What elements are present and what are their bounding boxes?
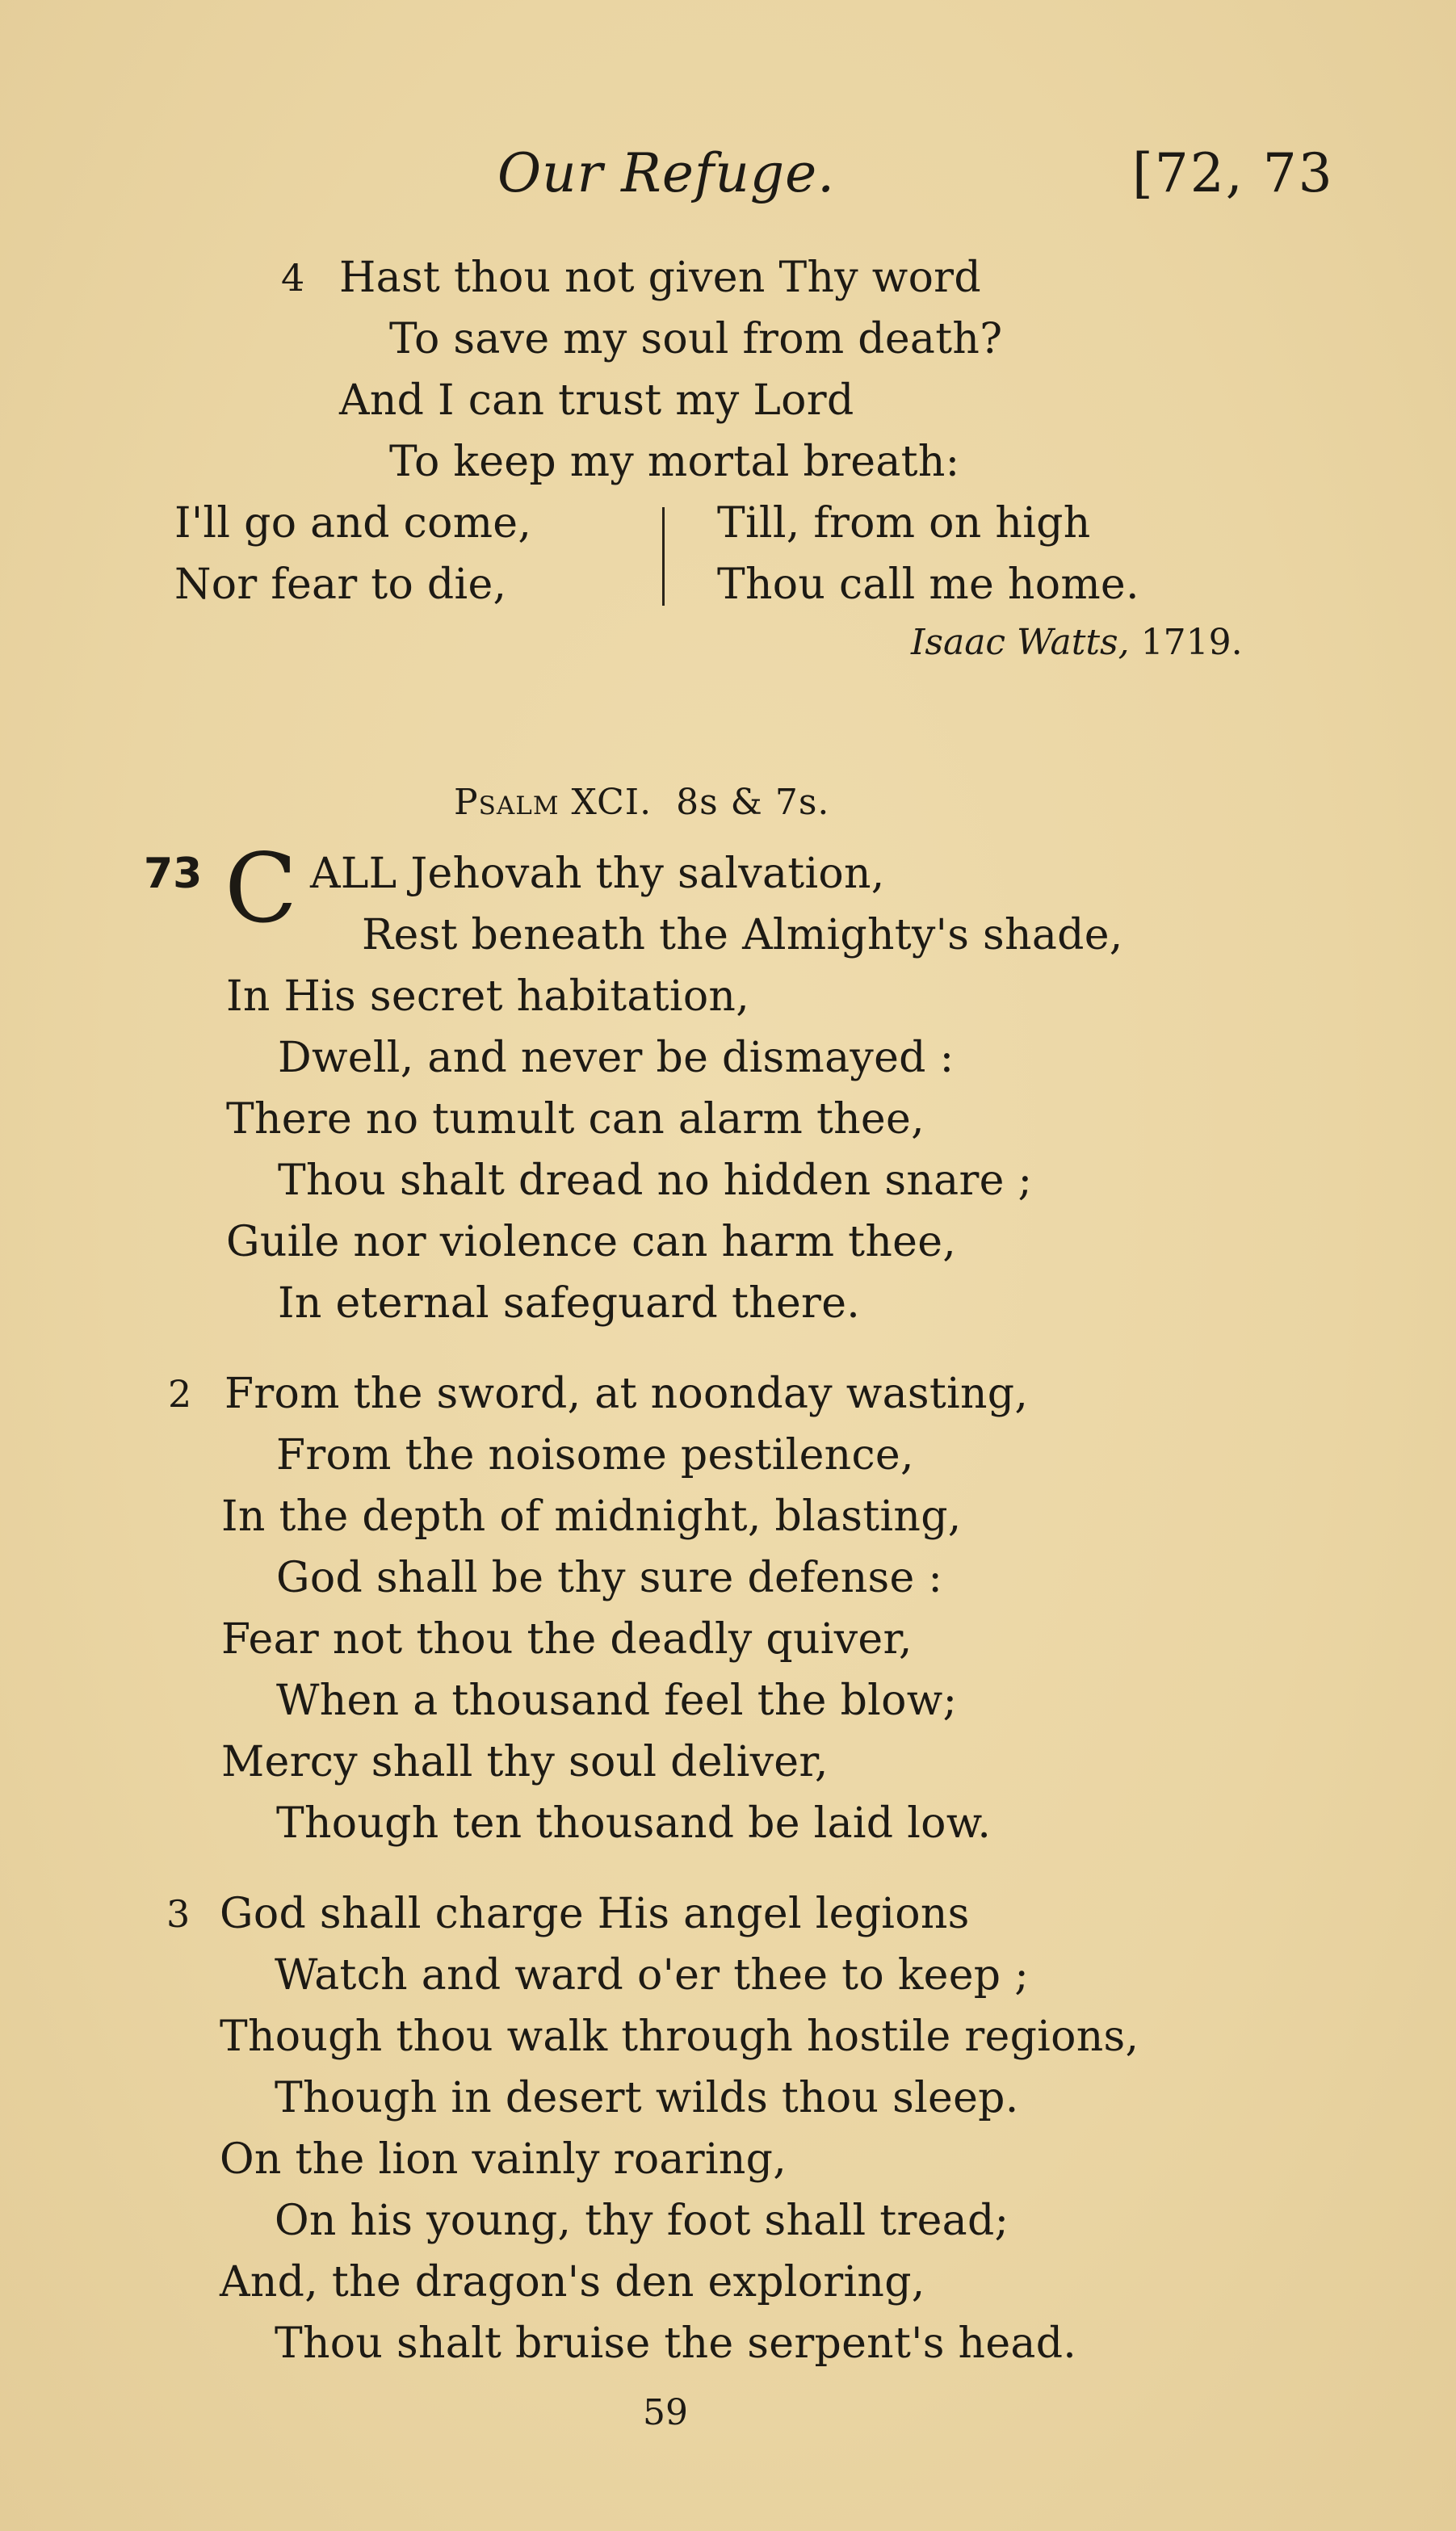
- verse-number: 4: [281, 256, 305, 300]
- verse-line: God shall be thy sure defense :: [276, 1554, 943, 1602]
- verse-line: Fear not thou the deadly quiver,: [221, 1615, 913, 1664]
- hymn-number: 73: [144, 850, 203, 898]
- verse-line: To keep my mortal breath:: [389, 438, 960, 486]
- verse-line: From the sword, at noonday wasting,: [224, 1370, 1029, 1418]
- verse-line: Mercy shall thy soul deliver,: [221, 1738, 829, 1786]
- page-number: 59: [643, 2392, 688, 2433]
- verse-line: Though ten thousand be laid low.: [276, 1799, 992, 1848]
- split-line-left: I'll go and come,: [174, 499, 532, 548]
- split-line-left: Nor fear to die,: [174, 560, 507, 609]
- split-line-right: Till, from on high: [717, 499, 1091, 548]
- verse-line: And, the dragon's den exploring,: [220, 2258, 925, 2306]
- verse-line: Dwell, and never be dismayed :: [278, 1034, 955, 1082]
- verse-line: Rest beneath the Almighty's shade,: [362, 911, 1123, 959]
- verse-line: Watch and ward o'er thee to keep ;: [275, 1951, 1030, 2000]
- verse-number: 2: [168, 1372, 192, 1416]
- verse-line: Though thou walk through hostile regions,: [220, 2013, 1139, 2061]
- verse-line: Hast thou not given Thy word: [339, 254, 981, 302]
- verse-line: Though in desert wilds thou sleep.: [275, 2074, 1019, 2122]
- verse-line: In His secret habitation,: [226, 972, 750, 1021]
- attribution-author: Isaac Watts,: [911, 622, 1130, 663]
- hymn-range: [72, 73: [1132, 142, 1334, 204]
- running-title: Our Refuge.: [497, 142, 836, 204]
- attribution-year: 1719.: [1140, 622, 1243, 663]
- attribution: [911, 620, 1243, 665]
- split-divider: [662, 507, 665, 606]
- verse-number: 3: [166, 1892, 191, 1936]
- verse-line: ALL Jehovah thy salvation,: [310, 850, 885, 898]
- verse-line: When a thousand feel the blow;: [276, 1677, 958, 1725]
- verse-line: From the noisome pestilence,: [276, 1431, 914, 1480]
- verse-line: In the depth of midnight, blasting,: [221, 1492, 962, 1541]
- verse-line: To save my soul from death?: [389, 315, 1003, 363]
- verse-line: In eternal safeguard there.: [278, 1279, 861, 1328]
- verse-line: And I can trust my Lord: [339, 376, 854, 425]
- verse-line: On his young, thy foot shall tread;: [275, 2197, 1009, 2245]
- verse-line: There no tumult can alarm thee,: [226, 1095, 925, 1144]
- verse-line: On the lion vainly roaring,: [220, 2135, 787, 2184]
- verse-line: God shall charge His angel legions: [220, 1890, 970, 1938]
- drop-cap: C: [224, 833, 298, 944]
- verse-line: Thou shalt dread no hidden snare ;: [278, 1156, 1033, 1205]
- psalm-meter: 8s & 7s.: [676, 782, 830, 823]
- verse-line: Thou shalt bruise the serpent's head.: [275, 2319, 1077, 2368]
- split-line-right: Thou call me home.: [717, 560, 1139, 609]
- psalm-name: Psalm XCI.: [454, 782, 652, 823]
- psalm-heading: [454, 780, 829, 825]
- verse-line: Guile nor violence can harm thee,: [226, 1218, 957, 1266]
